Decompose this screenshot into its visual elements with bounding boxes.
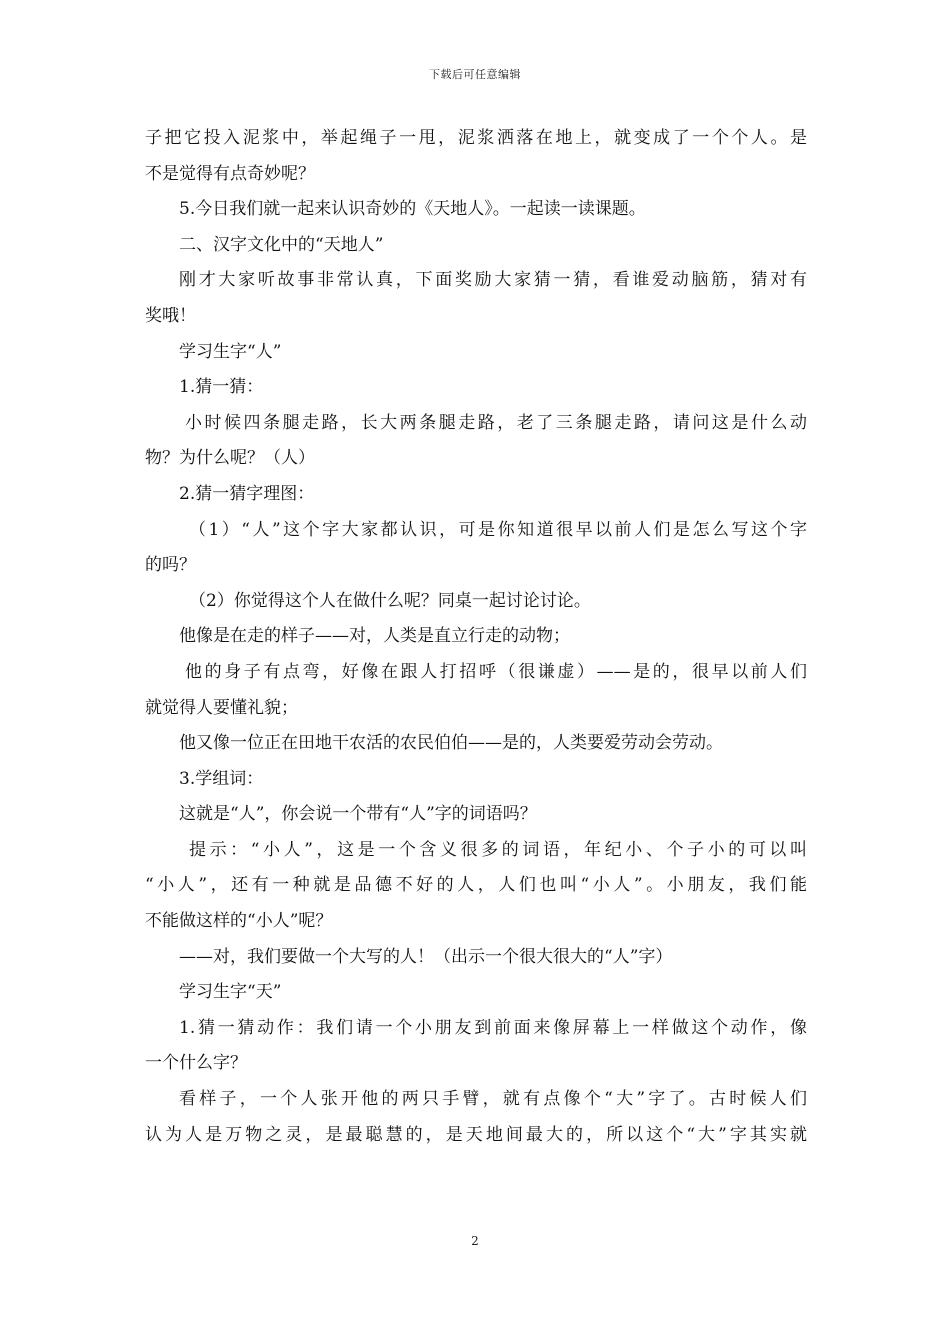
body-line: 就觉得人要懂礼貌； [145, 697, 298, 718]
body-line: （2）你觉得这个人在做什么呢？同桌一起讨论讨论。 [189, 590, 591, 611]
body-line: 1.猜一猜： [179, 377, 264, 398]
body-line: 2.猜一猜字理图： [179, 483, 315, 504]
body-line: 不是觉得有点奇妙呢？ [145, 163, 315, 184]
subsection-heading: 学习生字“天” [179, 982, 282, 1003]
body-line: 的吗？ [145, 555, 196, 576]
body-line: 认为人是万物之灵，是最聪慧的，是天地间最大的，所以这个“大”字其实就 [145, 1124, 807, 1145]
document-body [145, 121, 807, 1153]
body-line: 5.今日我们就一起来认识奇妙的《天地人》。一起读一读课题。 [179, 199, 646, 220]
body-line: 他像是在走的样子——对，人类是直立行走的动物； [179, 626, 570, 647]
page-header: 下载后可任意编辑 [429, 68, 521, 81]
body-line: 不能做这样的“小人”呢？ [145, 911, 333, 932]
body-line: 奖哦！ [145, 305, 196, 326]
body-line: 刚才大家听故事非常认真，下面奖励大家猜一猜，看谁爱动脑筋，猜对有 [179, 270, 807, 291]
page-number: 2 [471, 1234, 479, 1248]
body-line: 看样子，一个人张开他的两只手臂，就有点像个“大”字了。古时候人们 [179, 1089, 807, 1110]
body-line: “小人”，还有一种就是品德不好的人，人们也叫“小人”。小朋友，我们能 [145, 875, 807, 896]
body-line: 提示：“小人”，这是一个含义很多的词语，年纪小、个子小的可以叫 [189, 839, 807, 860]
body-line: 3.学组词： [179, 768, 264, 789]
section-heading: 二、汉字文化中的“天地人” [179, 234, 384, 255]
body-line: ——对，我们要做一个大写的人！（出示一个很大很大的“人”字） [179, 946, 673, 967]
body-line: 1.猜一猜动作：我们请一个小朋友到前面来像屏幕上一样做这个动作，像 [179, 1017, 807, 1038]
body-line: 物？为什么呢？（人） [145, 448, 315, 469]
body-line: 他的身子有点弯，好像在跟人打招呼（很谦虚）——是的，很早以前人们 [185, 661, 807, 682]
body-line: 一个什么字？ [145, 1053, 247, 1074]
body-line: 小时候四条腿走路，长大两条腿走路，老了三条腿走路，请问这是什么动 [185, 412, 807, 433]
body-line: 子把它投入泥浆中，举起绳子一甩，泥浆洒落在地上，就变成了一个个人。是 [145, 128, 807, 148]
subsection-heading: 学习生字“人” [179, 341, 282, 362]
body-line: 他又像一位正在田地干农活的农民伯伯——是的，人类要爱劳动会劳动。 [179, 733, 723, 754]
body-line: （1）“人”这个字大家都认识，可是你知道很早以前人们是怎么写这个字 [189, 519, 807, 540]
body-line: 这就是“人”，你会说一个带有“人”字的词语吗？ [179, 804, 537, 825]
